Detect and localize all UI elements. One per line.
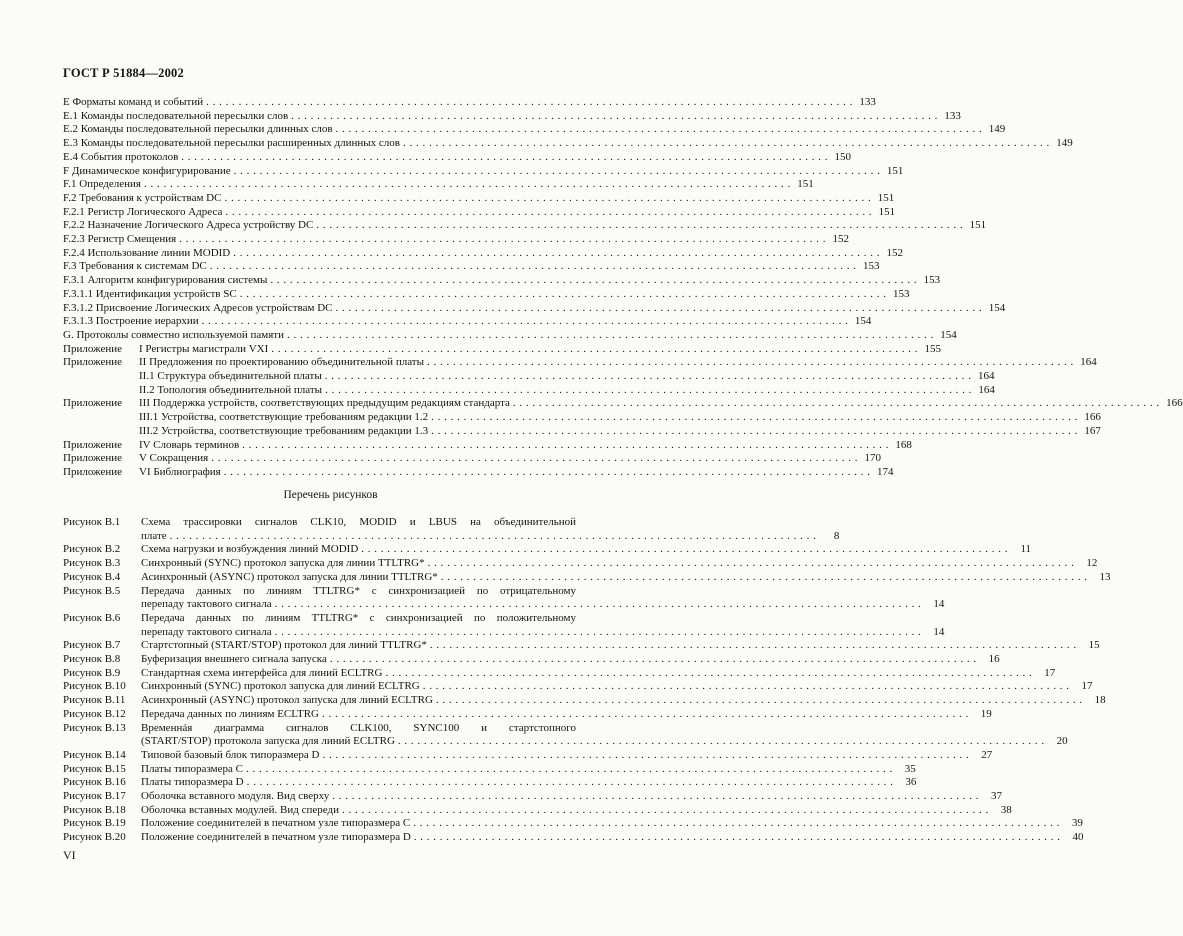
entry-label: Асинхронный (ASYNC) протокол запуска для линии TTLTRG* xyxy=(141,570,438,583)
appendix-row xyxy=(139,397,1183,411)
figure-number: Рисунок B.18 xyxy=(63,803,126,816)
entry-page: 19 xyxy=(980,707,992,720)
dot-leader xyxy=(436,694,1083,708)
toc-entry xyxy=(63,315,872,329)
appendix-row xyxy=(139,356,1097,370)
dot-leader xyxy=(271,343,918,357)
entry-label: F.2.2 Назначение Логического Адреса устройству DC xyxy=(63,219,314,232)
figure-entry xyxy=(63,831,1084,845)
dot-leader xyxy=(385,667,1032,681)
entry-page: 151 xyxy=(797,178,814,191)
entry-page: 167 xyxy=(1084,424,1101,437)
toc-entry xyxy=(63,164,904,179)
dot-leader xyxy=(247,776,894,790)
dot-leader xyxy=(202,315,849,329)
entry-page: 150 xyxy=(834,150,852,163)
toc-entry xyxy=(63,96,876,110)
entry-label: E.1 Команды последовательной пересылки слов xyxy=(63,109,289,122)
entry-label: Передача данных по линиям ECLTRG xyxy=(141,707,319,720)
figure-number: Рисунок B.4 xyxy=(63,570,121,583)
entry-page: 12 xyxy=(1086,557,1098,570)
entry-page: 153 xyxy=(892,287,910,300)
figure-entry xyxy=(63,639,1100,653)
entry-page: 155 xyxy=(924,342,942,355)
entry-label: F.3.1.1 Идентификация устройств SC xyxy=(63,287,237,300)
appendix-entry xyxy=(63,342,942,357)
appendix-entry xyxy=(63,356,1097,370)
entry-label: II.1 Структура объединительной платы xyxy=(139,370,322,383)
entry-page: 18 xyxy=(1094,694,1106,707)
dot-leader xyxy=(291,110,938,124)
dot-leader xyxy=(342,804,989,818)
appendix-entry xyxy=(63,465,894,480)
entry-label: перепаду тактового сигнала xyxy=(141,625,272,638)
appendix-entry xyxy=(63,370,995,384)
figures-list xyxy=(63,516,1111,845)
entry-page: 11 xyxy=(1020,543,1032,556)
toc-entry xyxy=(63,246,903,261)
entry-page: 164 xyxy=(1080,356,1097,369)
figure-row xyxy=(141,653,1000,667)
entry-label: Буферизация внешнего сигнала запуска xyxy=(141,653,327,666)
appendix-entry xyxy=(63,452,881,466)
figure-entry xyxy=(63,680,1093,694)
entry-label: F.3.1.3 Построение иерархии xyxy=(63,315,199,328)
entry-page: 40 xyxy=(1072,831,1084,844)
entry-page: 37 xyxy=(990,790,1002,803)
entry-page: 14 xyxy=(933,625,945,638)
dot-leader xyxy=(233,247,880,261)
figure-number: Рисунок B.14 xyxy=(63,748,126,761)
entry-label: III.2 Устройства, соответствующие требованиям редакции 1.3 xyxy=(139,424,429,437)
figure-row xyxy=(141,707,992,722)
entry-label: VI Библиография xyxy=(139,465,221,478)
dot-leader xyxy=(428,557,1075,571)
toc-entry xyxy=(63,123,1006,137)
entry-label: III.1 Устройства, соответствующие требованиям редакции 1.2 xyxy=(139,411,429,424)
figure-row xyxy=(141,803,1012,818)
dot-leader xyxy=(246,763,893,777)
figure-row xyxy=(141,680,1093,694)
appendix-entry xyxy=(63,424,1101,439)
entry-label: V Сокращения xyxy=(139,452,209,465)
dot-leader xyxy=(242,439,889,453)
entry-page: 152 xyxy=(832,233,849,246)
toc-entry xyxy=(63,287,910,302)
dot-leader xyxy=(224,192,871,206)
appendix-prefix: Приложение xyxy=(63,438,123,451)
dot-leader xyxy=(336,123,983,137)
entry-label: Положение соединителей в печатном узле типоразмера C xyxy=(141,817,411,830)
entry-label: Схема нагрузки и возбуждения линий MODID xyxy=(141,543,359,556)
entry-page: 27 xyxy=(981,748,993,761)
dot-leader xyxy=(210,260,857,274)
document-header: ГОСТ Р 51884—2002 xyxy=(63,66,184,80)
appendix-row xyxy=(139,384,995,398)
toc-entry xyxy=(63,137,1073,151)
figure-row xyxy=(141,570,1111,585)
dot-leader xyxy=(332,790,979,804)
toc-entry xyxy=(63,205,896,220)
dot-leader xyxy=(513,397,1160,411)
entry-page: 8 xyxy=(833,529,840,542)
figure-entry xyxy=(63,653,1000,667)
entry-label: Синхронный (SYNC) протокол запуска для линии TTLTRG* xyxy=(141,557,425,570)
entry-page: 164 xyxy=(978,383,995,396)
appendix-row xyxy=(139,411,1101,425)
dot-leader xyxy=(275,626,922,640)
entry-label: II Предложения по проектированию объединительной платы xyxy=(139,356,424,369)
figure-number: Рисунок B.6 xyxy=(63,611,121,624)
figure-number: Рисунок B.8 xyxy=(63,653,121,666)
dot-leader xyxy=(225,206,872,220)
figure-entry xyxy=(63,803,1012,818)
toc-entry xyxy=(63,328,957,343)
entry-label: G. Протоколы совместно используемой памяти xyxy=(63,328,284,341)
figure-title-line: Схема трассировки сигналов CLK10, MODID и LBUS на объединительной xyxy=(141,516,576,528)
dot-leader xyxy=(322,749,969,763)
dot-leader xyxy=(325,370,972,384)
figure-entry xyxy=(63,516,840,543)
figure-entry xyxy=(63,776,917,790)
entry-page: 38 xyxy=(1000,803,1012,816)
appendix-entry xyxy=(63,397,1183,411)
entry-label: Оболочка вставного модуля. Вид сверху xyxy=(141,790,330,803)
dot-leader xyxy=(181,151,828,165)
dot-leader xyxy=(179,233,826,247)
appendix-row xyxy=(139,425,1101,439)
appendix-row xyxy=(139,466,893,480)
entry-page: 174 xyxy=(876,465,894,478)
entry-page: 20 xyxy=(1056,735,1068,748)
entry-label: плате xyxy=(141,529,167,542)
figure-entry xyxy=(63,762,916,777)
appendix-prefix: Приложение xyxy=(63,342,123,355)
dot-leader xyxy=(224,466,871,480)
figure-title-line: Временнáя диаграмма сигналов CLK100, SYNC100 и стартстопного xyxy=(141,721,576,734)
dot-leader xyxy=(234,165,881,179)
appendix-entry xyxy=(63,411,1101,425)
entry-page: 152 xyxy=(886,246,903,259)
entry-page: 168 xyxy=(895,438,912,451)
figure-row xyxy=(141,529,840,544)
entry-label: Стандартная схема интерфейса для линий ECLTRG xyxy=(141,666,383,679)
entry-label: Синхронный (SYNC) протокол запуска для линий ECLTRG xyxy=(141,680,420,693)
entry-page: 151 xyxy=(886,164,904,177)
entry-label: E.4 События протоколов xyxy=(63,150,179,163)
entry-label: F.2 Требования к устройствам DC xyxy=(63,191,222,204)
entry-label: Положение соединителей в печатном узле типоразмера D xyxy=(141,831,411,844)
dot-leader xyxy=(325,384,972,398)
entry-page: 35 xyxy=(904,762,916,775)
dot-leader xyxy=(240,288,887,302)
dot-leader xyxy=(275,598,922,612)
appendix-row xyxy=(139,343,941,357)
dot-leader xyxy=(431,411,1078,425)
figure-number: Рисунок B.9 xyxy=(63,666,121,679)
figures-list-title: Перечень рисунков xyxy=(283,489,378,501)
entry-page: 39 xyxy=(1071,817,1083,830)
dot-leader xyxy=(287,329,934,343)
dot-leader xyxy=(144,178,791,192)
entry-page: 170 xyxy=(864,452,881,465)
dot-leader xyxy=(413,817,1060,831)
figure-row xyxy=(141,735,1068,749)
page-number: VI xyxy=(63,848,76,862)
figure-row xyxy=(141,694,1106,708)
dot-leader xyxy=(403,137,1050,151)
figure-number: Рисунок B.17 xyxy=(63,790,126,803)
appendix-prefix: Приложение xyxy=(63,452,123,465)
figure-number: Рисунок B.20 xyxy=(63,831,126,844)
entry-page: 154 xyxy=(940,328,957,341)
entry-label: F.2.3 Регистр Смещения xyxy=(63,233,177,246)
figure-row xyxy=(141,817,1083,831)
appendix-row xyxy=(139,439,912,453)
figure-entry xyxy=(63,721,1068,749)
figure-number: Рисунок B.1 xyxy=(63,516,121,528)
dot-leader xyxy=(322,708,969,722)
figure-row xyxy=(141,776,917,790)
dot-leader xyxy=(414,831,1061,845)
appendix-prefix: Приложение xyxy=(63,465,123,478)
toc-entry xyxy=(63,233,849,247)
appendix-prefix xyxy=(63,411,139,425)
figure-number: Рисунок B.7 xyxy=(63,639,121,652)
figure-number: Рисунок B.2 xyxy=(63,543,121,556)
figure-entry xyxy=(63,707,992,722)
figure-row xyxy=(141,639,1100,653)
entry-label: Асинхронный (ASYNC) протокол запуска для линий ECLTRG xyxy=(141,694,433,707)
toc-entry xyxy=(63,274,941,288)
entry-label: Типовой базовый блок типоразмера D xyxy=(141,748,320,761)
entry-label: E.3 Команды последовательной пересылки расширенных длинных слов xyxy=(63,137,400,150)
entry-label: Стартстопный (START/STOP) протокол для линий TTLTRG* xyxy=(141,639,427,652)
figure-number: Рисунок B.11 xyxy=(63,694,126,707)
dot-leader xyxy=(316,219,963,233)
figure-number: Рисунок B.16 xyxy=(63,776,126,789)
figure-row xyxy=(141,625,945,640)
entry-page: 149 xyxy=(1056,137,1073,150)
appendix-entry xyxy=(63,438,912,453)
dot-leader xyxy=(430,639,1077,653)
toc-entry xyxy=(63,178,814,192)
entry-page: 166 xyxy=(1166,397,1183,410)
entry-page: 15 xyxy=(1088,639,1100,652)
entry-label: Платы типоразмера C xyxy=(141,762,243,775)
entry-page: 153 xyxy=(862,260,880,273)
entry-label: F.3.1 Алгоритм конфигурирования системы xyxy=(63,274,268,287)
figure-number: Рисунок B.19 xyxy=(63,817,126,830)
entry-page: 133 xyxy=(944,109,961,122)
figure-row xyxy=(141,748,993,763)
entry-page: 149 xyxy=(988,123,1006,136)
entry-label: F.1 Определения xyxy=(63,178,141,191)
entry-label: перепаду тактового сигнала xyxy=(141,598,272,611)
figure-entry xyxy=(63,817,1083,831)
entry-label: Оболочка вставных модулей. Вид спереди xyxy=(141,803,339,816)
entry-label: E Форматы команд и событий xyxy=(63,96,204,108)
dot-leader xyxy=(423,680,1070,694)
entry-page: 166 xyxy=(1084,411,1101,424)
figure-entry xyxy=(63,543,1032,557)
figure-number: Рисунок B.13 xyxy=(63,721,126,734)
figure-entry xyxy=(63,790,1002,804)
appendix-row xyxy=(139,370,994,384)
figure-row xyxy=(141,666,1056,681)
dot-leader xyxy=(206,96,853,110)
figure-number: Рисунок B.5 xyxy=(63,584,121,597)
figure-entry xyxy=(63,666,1056,681)
entry-label: F.2.1 Регистр Логического Адреса xyxy=(63,205,223,218)
appendix-prefix xyxy=(63,370,139,384)
figure-entry xyxy=(63,611,945,639)
figure-row xyxy=(141,831,1084,845)
dot-leader xyxy=(170,530,817,544)
figure-entry xyxy=(63,748,993,763)
entry-label: F.2.4 Использование линии MODID xyxy=(63,246,231,259)
figure-entry xyxy=(63,584,945,612)
dot-leader xyxy=(211,452,858,466)
entry-label: F.3 Требования к системам DC xyxy=(63,260,207,273)
dot-leader xyxy=(431,425,1078,439)
toc-entry xyxy=(63,260,880,274)
entry-label: II.2 Топология объединительной платы xyxy=(139,383,323,396)
entry-page: 153 xyxy=(923,274,941,287)
appendix-prefix xyxy=(63,425,139,439)
dot-leader xyxy=(270,274,917,288)
toc-entry xyxy=(63,219,987,233)
appendix-prefix: Приложение xyxy=(63,397,123,410)
entry-page: 14 xyxy=(933,598,945,611)
entry-page: 17 xyxy=(1081,680,1093,693)
dot-leader xyxy=(398,735,1045,749)
dot-leader xyxy=(361,543,1008,557)
appendix-row xyxy=(139,452,881,466)
entry-label: F Динамическое конфигурирование xyxy=(63,164,231,177)
figure-row xyxy=(141,543,1032,557)
toc-entry xyxy=(63,301,1006,316)
toc-entry xyxy=(63,109,961,124)
entry-label: IV Словарь терминов xyxy=(139,438,240,451)
entry-page: 154 xyxy=(854,315,872,328)
figure-number: Рисунок B.10 xyxy=(63,680,126,693)
entry-page: 16 xyxy=(988,653,1000,666)
figure-title-line: Передача данных по линиям TTLTRG* с синхронизацией по положительному xyxy=(141,611,576,624)
figure-number: Рисунок B.12 xyxy=(63,707,126,720)
figure-title-line: Передача данных по линиям TTLTRG* с синхронизацией по отрицательному xyxy=(141,584,576,597)
figure-number: Рисунок B.3 xyxy=(63,557,121,570)
entry-label: I Регистры магистрали VXI xyxy=(139,342,269,355)
figure-number: Рисунок B.15 xyxy=(63,762,126,775)
dot-leader xyxy=(441,571,1088,585)
entry-label: III Поддержка устройств, соответствующих предыдущим редакциям стандарта xyxy=(139,397,510,410)
toc-entry xyxy=(63,150,852,165)
entry-label: E.2 Команды последовательной пересылки длинных слов xyxy=(63,123,333,136)
entry-page: 36 xyxy=(905,776,917,789)
entry-page: 151 xyxy=(877,191,895,204)
dot-leader xyxy=(427,356,1074,370)
figure-entry xyxy=(63,557,1098,571)
dot-leader xyxy=(335,302,982,316)
entry-page: 164 xyxy=(977,370,995,383)
dot-leader xyxy=(330,653,977,667)
toc-entry xyxy=(63,191,895,206)
entry-label: F.3.1.2 Присвоение Логических Адресов устройствам DC xyxy=(63,301,333,314)
entry-page: 13 xyxy=(1099,570,1111,583)
figure-row xyxy=(141,598,945,612)
figure-row xyxy=(141,762,916,777)
appendix-prefix: Приложение xyxy=(63,356,123,369)
entry-label: Платы типоразмера D xyxy=(141,776,244,789)
appendix-entry xyxy=(63,383,995,398)
table-of-contents xyxy=(63,96,1183,480)
figure-row xyxy=(141,557,1098,571)
figure-entry xyxy=(63,694,1106,708)
figure-row xyxy=(141,790,1002,804)
entry-page: 133 xyxy=(859,96,876,108)
entry-page: 154 xyxy=(988,301,1006,314)
figure-entry xyxy=(63,570,1111,585)
entry-label: (START/STOP) протокола запуска для линий ECLTRG xyxy=(141,735,395,748)
entry-page: 151 xyxy=(878,205,896,218)
appendix-prefix xyxy=(63,384,139,398)
entry-page: 17 xyxy=(1044,666,1056,679)
entry-page: 151 xyxy=(969,219,987,232)
